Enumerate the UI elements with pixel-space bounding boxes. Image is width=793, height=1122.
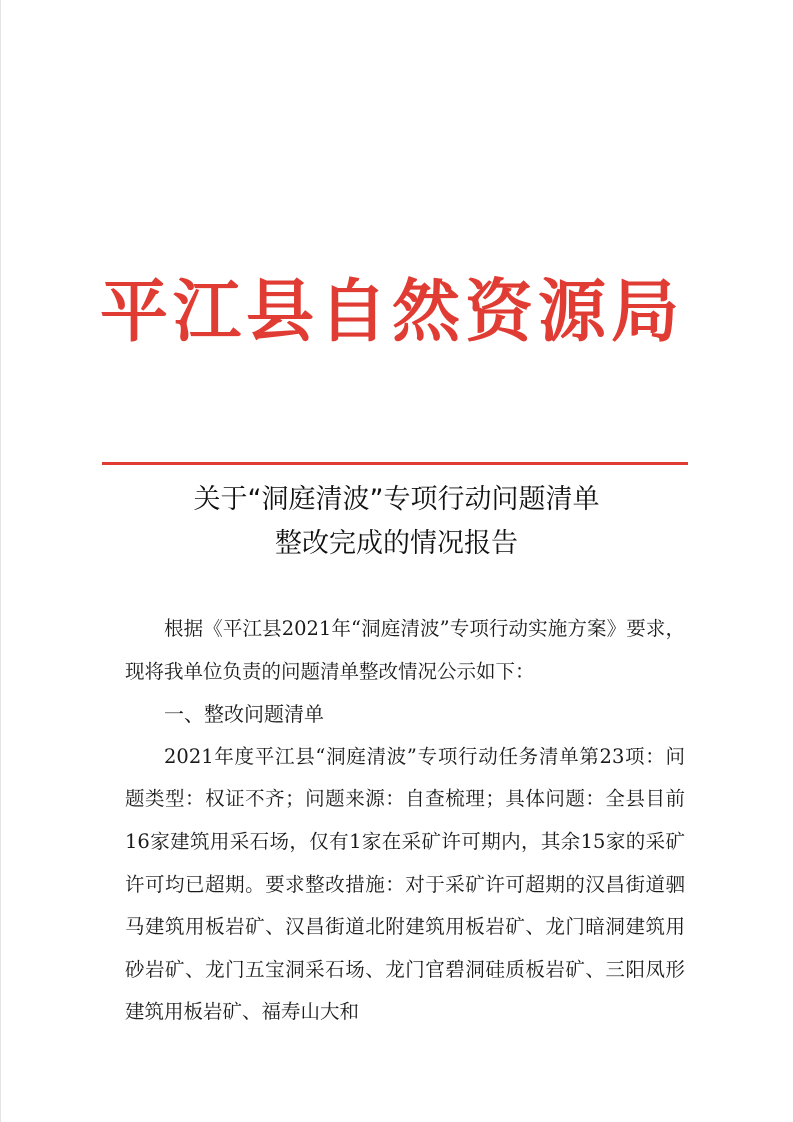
issue-paragraph: 2021年度平江县“洞庭清波”专项行动任务清单第23项：问题类型：权证不齐；问题来源：自查梳理；具体问题：全县目前16家建筑用采石场，仅有1家在采矿许可期内，其余15家的采矿许可均已超期。要求整改措施：对于采矿许可超期的汉昌街道驷马建筑用板岩矿、汉昌街道北附建筑用板岩矿、龙门暗洞建筑用砂岩矿、龙门五宝洞采石场、龙门官碧洞硅质板岩矿、三阳凤形建筑用板岩矿、福寿山大和	[125, 744, 685, 1024]
document-body	[125, 608, 685, 1034]
letterhead-red-rule	[102, 462, 688, 465]
intro-paragraph: 根据《平江县2021年“洞庭清波”专项行动实施方案》要求，现将我单位负责的问题清单整改情况公示如下：	[125, 617, 685, 683]
section-heading: 一、整改问题清单	[164, 702, 324, 727]
letterhead-org-name: 平江县自然资源局	[100, 272, 685, 352]
document-title	[0, 478, 793, 566]
document-title-line2: 整改完成的情况报告	[275, 528, 518, 559]
document-title-line1: 关于“洞庭清波”专项行动问题清单	[193, 484, 600, 515]
